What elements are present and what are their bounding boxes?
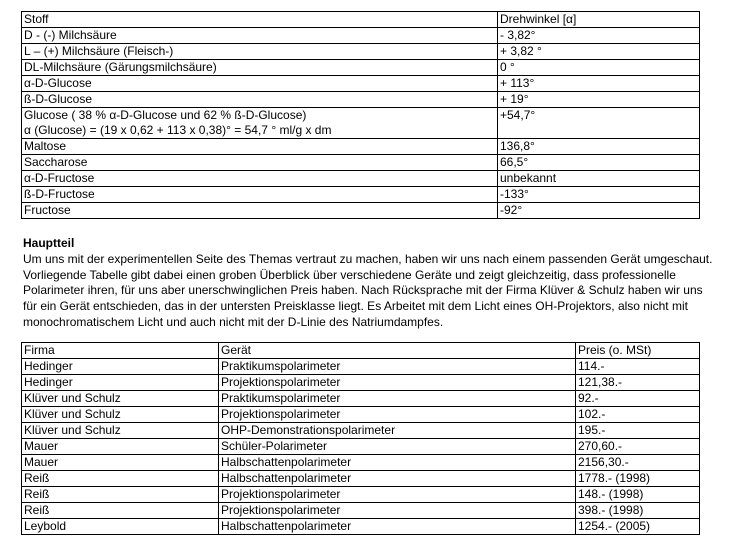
table-cell: ß-D-Fructose xyxy=(22,187,498,203)
glucose-formula: α (Glucose) = (19 x 0,62 + 113 x 0,38)° = 54,7 ° ml/g x dm xyxy=(24,123,332,137)
table-cell: Reiß xyxy=(22,471,219,487)
table-row xyxy=(22,187,700,203)
table-cell: + 113° xyxy=(498,76,700,92)
table-cell: Klüver und Schulz xyxy=(22,407,219,423)
table-row xyxy=(22,92,700,108)
table-cell: 2156,30.- xyxy=(576,455,700,471)
table-cell: Projektionspolarimeter xyxy=(219,407,576,423)
table-cell: D - (-) Milchsäure xyxy=(22,28,498,44)
table-cell: α-D-Fructose xyxy=(22,171,498,187)
table-row xyxy=(22,391,700,407)
table-row xyxy=(22,359,700,375)
table-cell: Reiß xyxy=(22,503,219,519)
column-header: Stoff xyxy=(22,12,498,28)
table-cell: Projektionspolarimeter xyxy=(219,375,576,391)
table-cell: -92° xyxy=(498,203,700,219)
table-cell: 102.- xyxy=(576,407,700,423)
table-cell: 270,60.- xyxy=(576,439,700,455)
glucose-mixture-label: Glucose ( 38 % α-D-Glucose und 62 % ß-D-Glucose) xyxy=(24,108,307,122)
table-cell: 398.- (1998) xyxy=(576,503,700,519)
table-cell: Hedinger xyxy=(22,359,219,375)
table-row xyxy=(22,155,700,171)
table-cell: Mauer xyxy=(22,455,219,471)
table-cell: 0 ° xyxy=(498,60,700,76)
table-cell: - 3,82° xyxy=(498,28,700,44)
table-cell: 66,5° xyxy=(498,155,700,171)
table-row xyxy=(22,487,700,503)
table-cell: 195.- xyxy=(576,423,700,439)
rotation-angle-table xyxy=(21,11,700,219)
table-cell: + 19° xyxy=(498,92,700,108)
polarimeter-price-table xyxy=(21,342,700,535)
column-header: Preis (o. MSt) xyxy=(576,343,700,359)
table-cell xyxy=(22,108,498,139)
table-row xyxy=(22,76,700,92)
table-row xyxy=(22,60,700,76)
column-header: Drehwinkel [α] xyxy=(498,12,700,28)
table-cell: Praktikumspolarimeter xyxy=(219,359,576,375)
table-cell: Halbschattenpolarimeter xyxy=(219,455,576,471)
table-row xyxy=(22,28,700,44)
table-cell: Schüler-Polarimeter xyxy=(219,439,576,455)
table-cell: 1254.- (2005) xyxy=(576,519,700,535)
table-cell: Saccharose xyxy=(22,155,498,171)
table-cell: 148.- (1998) xyxy=(576,487,700,503)
table-cell: Klüver und Schulz xyxy=(22,391,219,407)
table-cell: 136,8° xyxy=(498,139,700,155)
table-cell: 114.- xyxy=(576,359,700,375)
table-cell: Hedinger xyxy=(22,375,219,391)
table-cell: Projektionspolarimeter xyxy=(219,487,576,503)
table-cell: 121,38.- xyxy=(576,375,700,391)
table-cell: DL-Milchsäure (Gärungsmilchsäure) xyxy=(22,60,498,76)
table-cell: -133° xyxy=(498,187,700,203)
table-cell: Klüver und Schulz xyxy=(22,423,219,439)
table-cell: OHP-Demonstrationspolarimeter xyxy=(219,423,576,439)
table-row xyxy=(22,407,700,423)
table-row xyxy=(22,203,700,219)
table-row xyxy=(22,471,700,487)
column-header: Gerät xyxy=(219,343,576,359)
table-cell: Halbschattenpolarimeter xyxy=(219,471,576,487)
table-row xyxy=(22,455,700,471)
section-paragraph: Um uns mit der experimentellen Seite des Themas vertraut zu machen, haben wir uns nach einem passenden Gerät umgeschaut. Vorliegende Tabelle gibt dabei einen groben Überblick über verschiedene Geräte und zeigt gleichzeitig, dass professionelle Polarimeter ihren, für uns aber unerschwinglichen Preis haben. Nach Rücksprache mit der Firma Klüver & Schulz haben wir uns für ein Gerät entschieden, das in der untersten Preisklasse liegt. Es Arbeitet mit dem Licht eines OH-Projektors, also nicht mit monochromatischem Licht und auch nicht mit der D-Linie des Natriumdampfes. xyxy=(23,251,713,329)
table-row xyxy=(22,503,700,519)
table-row xyxy=(22,108,700,139)
table-header-row xyxy=(22,12,700,28)
table-row xyxy=(22,171,700,187)
table-cell: Praktikumspolarimeter xyxy=(219,391,576,407)
table-cell: +54,7° xyxy=(498,108,700,139)
table-cell: + 3,82 ° xyxy=(498,44,700,60)
column-header: Firma xyxy=(22,343,219,359)
table-row xyxy=(22,519,700,535)
table-cell: α-D-Glucose xyxy=(22,76,498,92)
table-row xyxy=(22,423,700,439)
table-cell: 1778.- (1998) xyxy=(576,471,700,487)
main-section xyxy=(23,236,713,331)
table-cell: Halbschattenpolarimeter xyxy=(219,519,576,535)
table-cell: L – (+) Milchsäure (Fleisch-) xyxy=(22,44,498,60)
table-cell: unbekannt xyxy=(498,171,700,187)
table-cell: ß-D-Glucose xyxy=(22,92,498,108)
table-cell: Mauer xyxy=(22,439,219,455)
table-row xyxy=(22,139,700,155)
table-cell: Projektionspolarimeter xyxy=(219,503,576,519)
table-cell: Fructose xyxy=(22,203,498,219)
section-heading: Hauptteil xyxy=(23,236,75,250)
table-cell: Leybold xyxy=(22,519,219,535)
table-cell: 92.- xyxy=(576,391,700,407)
table-cell: Reiß xyxy=(22,487,219,503)
table-row xyxy=(22,375,700,391)
table-row xyxy=(22,439,700,455)
table-header-row xyxy=(22,343,700,359)
table-row xyxy=(22,44,700,60)
table-cell: Maltose xyxy=(22,139,498,155)
